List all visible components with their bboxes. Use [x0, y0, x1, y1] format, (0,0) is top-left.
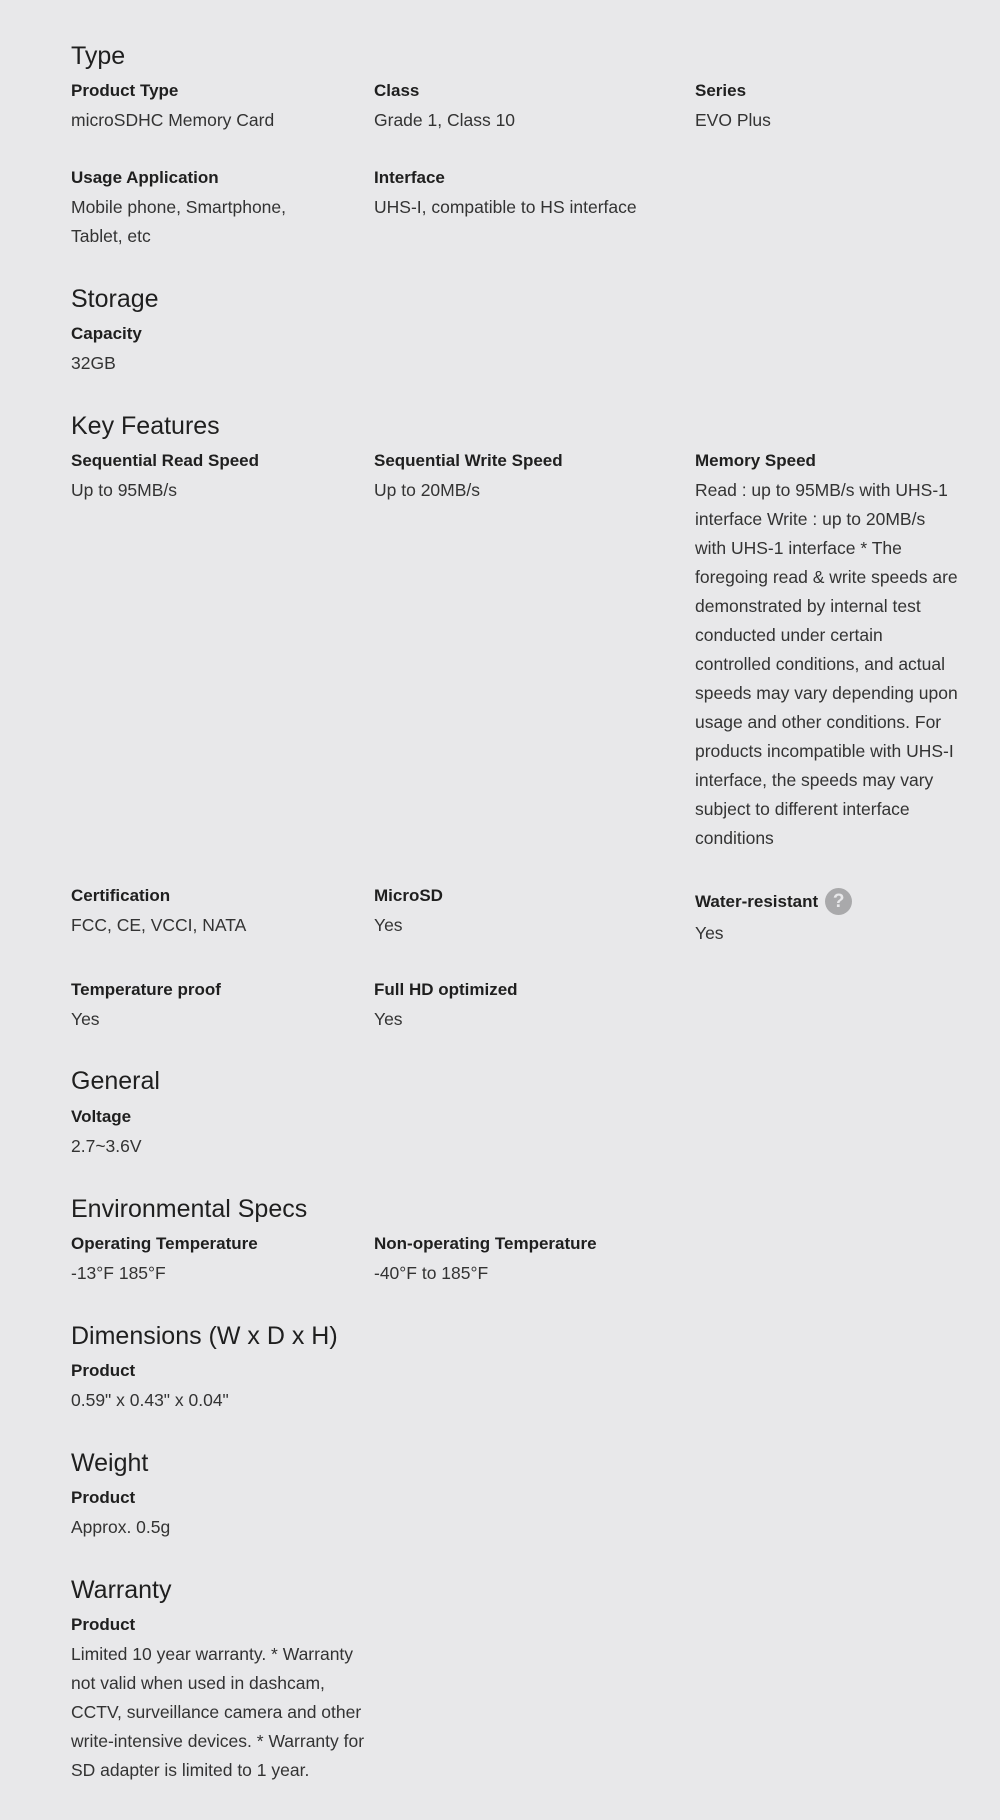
spec-usage-application: [71, 167, 311, 251]
spec-value: 2.7~3.6V: [71, 1136, 142, 1156]
spec-memory-speed: [695, 450, 960, 853]
spec-label: Product Type: [71, 81, 179, 100]
section-title-type: Type: [71, 42, 126, 70]
spec-class: [374, 80, 674, 135]
spec-capacity: [71, 323, 351, 378]
spec-voltage: [71, 1106, 351, 1161]
spec-value: Grade 1, Class 10: [374, 110, 516, 130]
spec-value: -40°F to 185°F: [374, 1263, 489, 1283]
section-title-warranty: Warranty: [71, 1576, 172, 1604]
spec-label: Operating Temperature: [71, 1234, 258, 1253]
section-title-key-features: Key Features: [71, 412, 220, 440]
spec-label: Interface: [374, 168, 445, 187]
spec-label: Temperature proof: [71, 980, 221, 999]
help-icon[interactable]: ?: [825, 888, 852, 915]
spec-weight-product: [71, 1487, 351, 1542]
spec-value: Yes: [374, 915, 403, 935]
spec-value: EVO Plus: [695, 110, 771, 130]
spec-label: MicroSD: [374, 886, 443, 905]
spec-dimensions-product: [71, 1360, 351, 1415]
spec-value: Approx. 0.5g: [71, 1517, 171, 1537]
spec-value: Yes: [695, 923, 724, 943]
spec-label: Product: [71, 1615, 136, 1634]
spec-value: -13°F 185°F: [71, 1263, 166, 1283]
spec-label: Sequential Write Speed: [374, 451, 563, 470]
section-title-weight: Weight: [71, 1449, 149, 1477]
section-title-storage: Storage: [71, 285, 159, 313]
spec-water-resistant: [695, 888, 960, 948]
spec-value: Up to 20MB/s: [374, 480, 481, 500]
spec-sequential-read-speed: [71, 450, 351, 505]
spec-product-type: [71, 80, 351, 135]
spec-label: Water-resistant: [695, 891, 819, 911]
spec-non-operating-temperature: [374, 1233, 674, 1288]
spec-warranty-product: [71, 1614, 367, 1785]
spec-value: FCC, CE, VCCI, NATA: [71, 915, 247, 935]
spec-series: [695, 80, 965, 135]
spec-interface: [374, 167, 674, 222]
spec-temperature-proof: [71, 979, 351, 1034]
spec-label: Voltage: [71, 1107, 132, 1126]
spec-value: Mobile phone, Smartphone, Tablet, etc: [71, 197, 286, 246]
spec-value: Yes: [71, 1009, 100, 1029]
spec-label: Product: [71, 1488, 136, 1507]
spec-label: Class: [374, 81, 420, 100]
spec-operating-temperature: [71, 1233, 351, 1288]
spec-label-row: [695, 888, 960, 915]
spec-full-hd-optimized: [374, 979, 674, 1034]
section-title-dimensions: Dimensions (W x D x H): [71, 1322, 338, 1350]
spec-value: Read : up to 95MB/s with UHS-1 interface Write : up to 20MB/s with UHS-1 interface * The foregoing read & write speeds are demonstrated by internal test conducted under certain controlled conditions, and actual speeds may vary depending upon usage and other conditions. For products incompatible with UHS-I interface, the speeds may vary subject to different interface conditions: [695, 480, 958, 848]
spec-sequential-write-speed: [374, 450, 674, 505]
spec-label: Capacity: [71, 324, 142, 343]
spec-label: Product: [71, 1361, 136, 1380]
spec-value: 32GB: [71, 353, 116, 373]
spec-value: Limited 10 year warranty. * Warranty not valid when used in dashcam, CCTV, surveillance camera and other write-intensive devices. * Warranty for SD adapter is limited to 1 year.: [71, 1644, 365, 1780]
spec-value: microSDHC Memory Card: [71, 110, 275, 130]
spec-label: Non-operating Temperature: [374, 1234, 597, 1253]
spec-label: Series: [695, 81, 747, 100]
spec-value: Yes: [374, 1009, 403, 1029]
spec-label: Full HD optimized: [374, 980, 518, 999]
spec-value: UHS-I, compatible to HS interface: [374, 197, 637, 217]
spec-label: Memory Speed: [695, 451, 816, 470]
spec-label: Certification: [71, 886, 171, 905]
section-title-environmental-specs: Environmental Specs: [71, 1195, 308, 1223]
spec-certification: [71, 885, 351, 940]
section-title-general: General: [71, 1067, 160, 1095]
spec-label: Usage Application: [71, 168, 219, 187]
spec-label: Sequential Read Speed: [71, 451, 259, 470]
spec-value: Up to 95MB/s: [71, 480, 178, 500]
spec-value: 0.59" x 0.43" x 0.04": [71, 1390, 229, 1410]
spec-microsd: [374, 885, 674, 940]
